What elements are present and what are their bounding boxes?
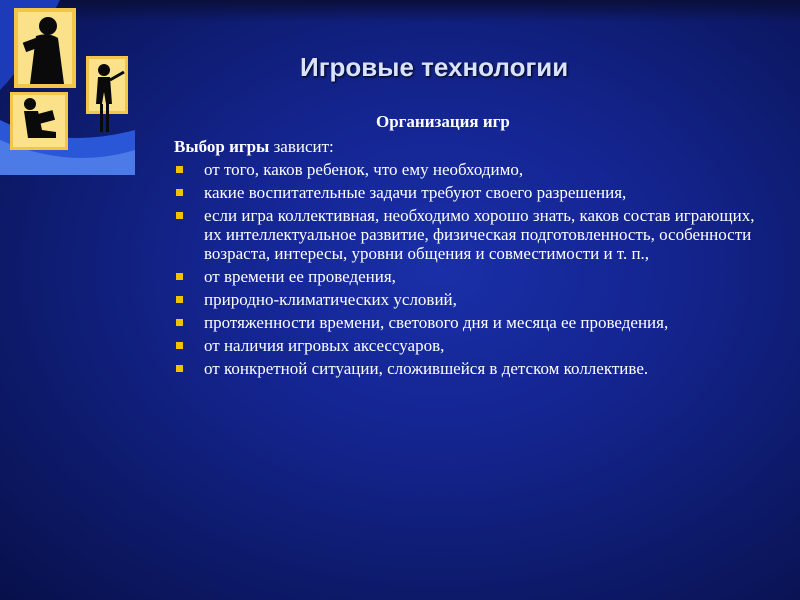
bullet-icon [176, 342, 183, 349]
list-item-text: от того, каков ребенок, что ему необходимо, [204, 160, 524, 179]
list-item [174, 290, 774, 309]
list-item-text: если игра коллективная, необходимо хорошо знать, каков состав играющих, их интеллектуальное развитие, физическая подготовленность, особенности возраста, интересы, уровни общения и совместимости и т. п., [204, 206, 755, 263]
bullet-icon [176, 212, 183, 219]
factors-list [174, 160, 774, 382]
list-item-text: природно-климатических условий, [204, 290, 457, 309]
list-item-text: какие воспитательные задачи требуют своего разрешения, [204, 183, 627, 202]
list-item [174, 160, 774, 179]
bullet-icon [176, 273, 183, 280]
list-item [174, 336, 774, 355]
list-item [174, 206, 774, 263]
silhouettes-of-teacher-and-children-icon [0, 0, 135, 175]
list-item-text: протяженности времени, светового дня и месяца ее проведения, [204, 313, 669, 332]
bullet-icon [176, 296, 183, 303]
slide-subtitle: Организация игр [376, 112, 510, 131]
list-item-text: от времени ее проведения, [204, 267, 396, 286]
list-item [174, 267, 774, 286]
intro-line [174, 137, 334, 157]
intro-bold-text: Выбор игры [174, 137, 270, 156]
bullet-icon [176, 365, 183, 372]
list-item-text: от конкретной ситуации, сложившейся в детском коллективе. [204, 359, 649, 378]
list-item-text: от наличия игровых аксессуаров, [204, 336, 445, 355]
list-item [174, 313, 774, 332]
list-item [174, 183, 774, 202]
slide-title: Игровые технологии [300, 52, 569, 82]
bullet-icon [176, 189, 183, 196]
intro-rest-text: зависит: [269, 137, 334, 156]
bullet-icon [176, 319, 183, 326]
bullet-icon [176, 166, 183, 173]
list-item [174, 359, 774, 378]
